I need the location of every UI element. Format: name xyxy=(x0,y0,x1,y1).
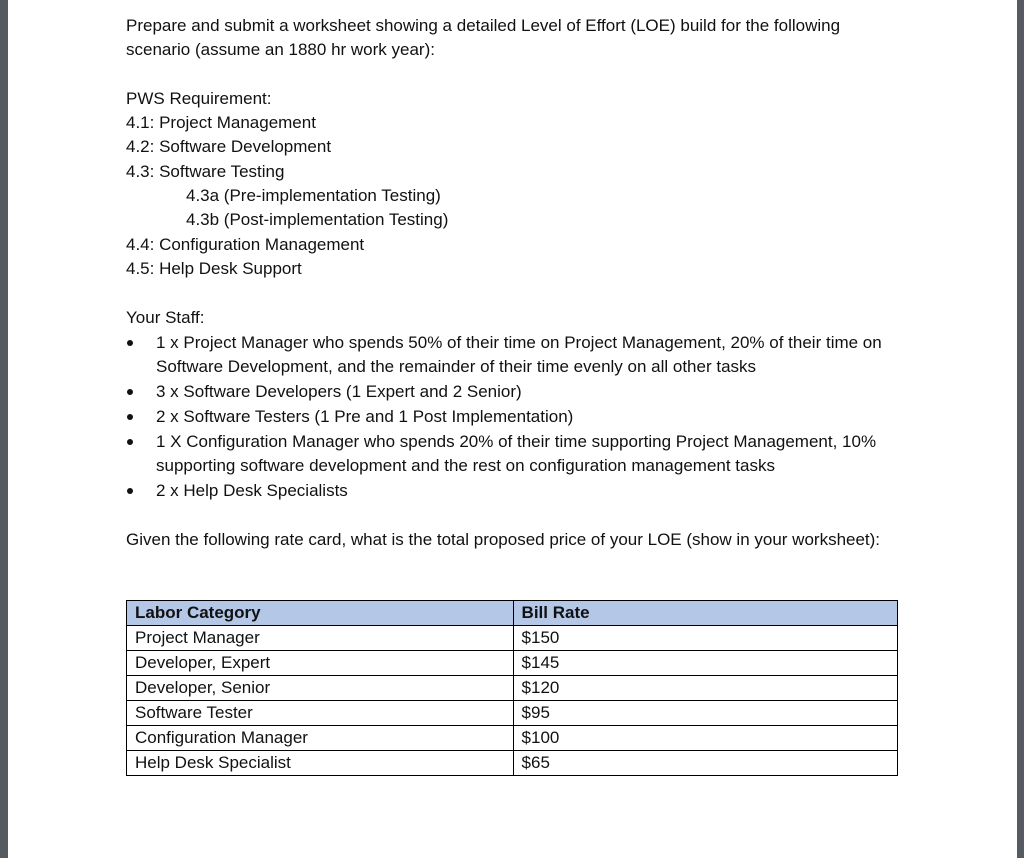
column-header-bill-rate: Bill Rate xyxy=(513,601,897,626)
intro-paragraph: Prepare and submit a worksheet showing a detailed Level of Effort (LOE) build for the following scenario (assume an 1880 hr work year): xyxy=(126,16,841,60)
requirement-item: 4.3: Software Testing xyxy=(126,161,285,181)
bullet-icon xyxy=(127,414,133,420)
bill-rate-cell: $150 xyxy=(513,626,897,651)
bullet-icon xyxy=(127,389,133,395)
document-page xyxy=(126,14,906,552)
staff-heading: Your Staff: xyxy=(126,307,205,327)
bill-rate-cell: $120 xyxy=(513,676,897,701)
staff-list xyxy=(126,331,906,503)
table-row xyxy=(127,651,898,676)
bill-rate-cell: $95 xyxy=(513,701,897,726)
staff-item xyxy=(126,331,906,380)
labor-category-cell: Help Desk Specialist xyxy=(127,751,514,776)
staff-item-text: 2 x Help Desk Specialists xyxy=(156,481,348,501)
bill-rate-cell: $65 xyxy=(513,751,897,776)
table-row xyxy=(127,726,898,751)
requirement-sub-item: 4.3a (Pre-implementation Testing) xyxy=(186,186,441,206)
staff-item xyxy=(126,405,906,429)
requirements-list-continued xyxy=(126,233,906,282)
rate-card-table xyxy=(126,600,898,776)
requirement-sub-item: 4.3b (Post-implementation Testing) xyxy=(186,210,449,230)
bullet-icon xyxy=(127,488,133,494)
table-row xyxy=(127,626,898,651)
bill-rate-cell: $145 xyxy=(513,651,897,676)
table-row xyxy=(127,751,898,776)
requirements-sub-list xyxy=(126,184,906,233)
staff-item xyxy=(126,479,906,503)
requirement-item: 4.4: Configuration Management xyxy=(126,234,365,254)
bullet-icon xyxy=(127,340,133,346)
labor-category-cell: Developer, Senior xyxy=(127,676,514,701)
requirements-heading: PWS Requirement: xyxy=(126,88,272,108)
staff-item-text: 2 x Software Testers (1 Pre and 1 Post Implementation) xyxy=(156,406,574,426)
table-header-row xyxy=(127,601,898,626)
table-row xyxy=(127,676,898,701)
table-row xyxy=(127,701,898,726)
viewer-right-border xyxy=(1017,0,1024,858)
staff-item xyxy=(126,430,906,479)
bullet-icon xyxy=(127,439,133,445)
requirement-item: 4.2: Software Development xyxy=(126,137,332,157)
requirements-list xyxy=(126,111,906,184)
viewer-left-border xyxy=(0,0,8,858)
staff-item-text: 1 x Project Manager who spends 50% of their time on Project Management, 20% of their time on Software Development, and the remainder of their time evenly on all other tasks xyxy=(156,332,882,377)
staff-item xyxy=(126,380,906,404)
labor-category-cell: Project Manager xyxy=(127,626,514,651)
labor-category-cell: Developer, Expert xyxy=(127,651,514,676)
bill-rate-cell: $100 xyxy=(513,726,897,751)
requirement-item: 4.5: Help Desk Support xyxy=(126,258,302,278)
requirement-item: 4.1: Project Management xyxy=(126,113,316,133)
labor-category-cell: Software Tester xyxy=(127,701,514,726)
staff-item-text: 3 x Software Developers (1 Expert and 2 Senior) xyxy=(156,382,522,402)
staff-item-text: 1 X Configuration Manager who spends 20% of their time supporting Project Management, 10% supporting software development and the rest on configuration management tasks xyxy=(156,431,877,476)
column-header-labor-category: Labor Category xyxy=(127,601,514,626)
rate-card-prompt: Given the following rate card, what is the total proposed price of your LOE (show in your worksheet): xyxy=(126,529,881,549)
labor-category-cell: Configuration Manager xyxy=(127,726,514,751)
